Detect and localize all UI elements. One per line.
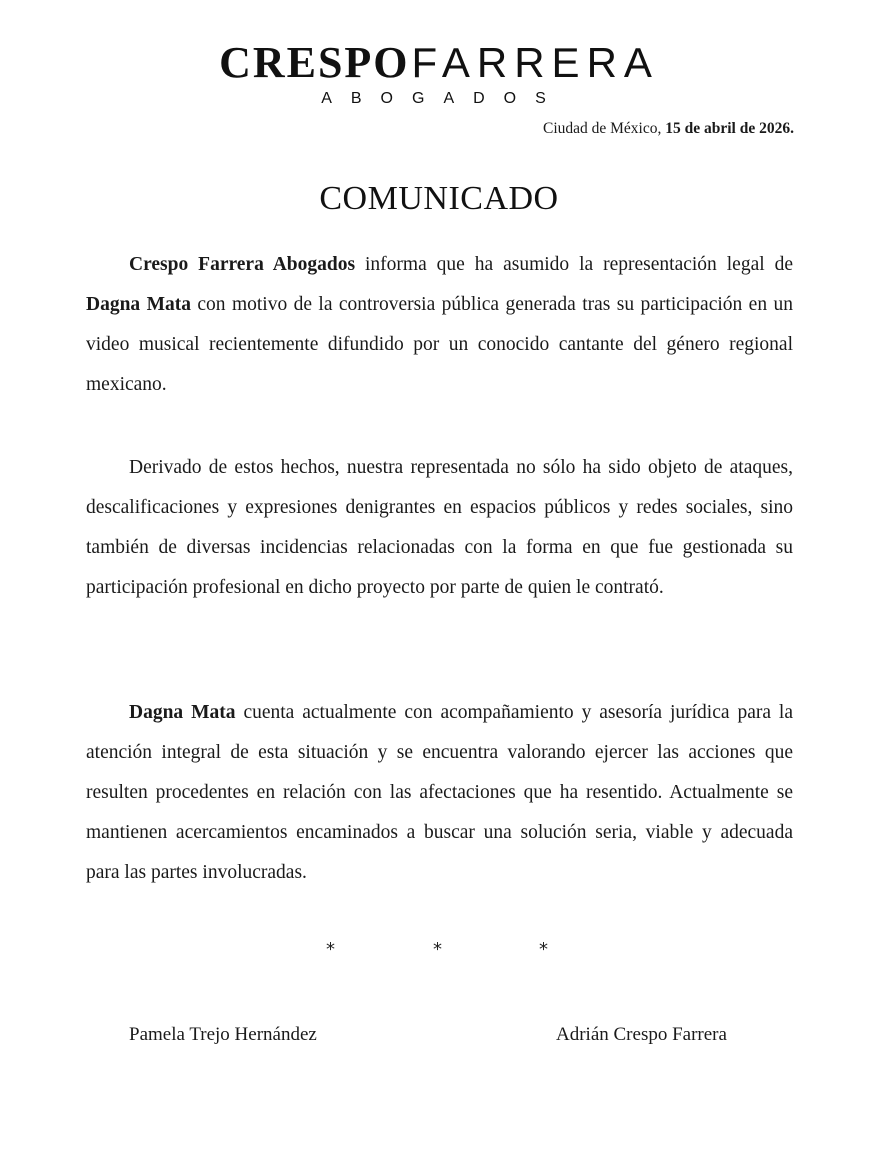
- bold-client-name: Dagna Mata: [129, 702, 236, 723]
- asterisk-icon: *: [539, 939, 548, 960]
- dateline-date: 15 de abril de 2026.: [665, 120, 794, 137]
- paragraph-2: [86, 448, 793, 608]
- paragraph-text: cuenta actualmente con acompañamiento y asesoría jurídica para la atención integral de esta situación y se encuentra valorando ejercer las acciones que resulten procedentes en relación con las afectaciones que ha resentido. Actualmente se mantienen acercamientos encaminados a buscar una solución seria, viable y adecuada para las partes involucradas.: [86, 702, 794, 883]
- logo-subtitle: ABOGADOS: [321, 90, 565, 107]
- logo-farrera: FARRERA: [411, 39, 659, 86]
- paragraph-1: [86, 245, 793, 405]
- asterisk-icon: *: [326, 939, 335, 960]
- paragraph-text: Derivado de estos hechos, nuestra representada no sólo ha sido objeto de ataques, descalificaciones y expresiones denigrantes en espacios públicos y redes sociales, sino también de diversas incidencias relacionadas con la forma en que fue gestionada su participación profesional en dicho proyecto por parte de quien le contrató.: [86, 457, 793, 598]
- signatory-left: Pamela Trejo Hernández: [129, 1024, 317, 1045]
- document-title: COMUNICADO: [319, 180, 559, 217]
- bold-client-name: Dagna Mata: [86, 294, 191, 315]
- dateline-place: Ciudad de México,: [542, 120, 666, 137]
- firm-logo: [0, 38, 878, 88]
- dateline: [543, 120, 794, 138]
- bold-firm-name: Crespo Farrera Abogados: [129, 254, 356, 275]
- section-separator: [0, 940, 878, 960]
- paragraph-3: [86, 693, 793, 893]
- paragraph-text: informa que ha asumido la representación legal de: [355, 254, 793, 275]
- asterisk-icon: *: [433, 939, 442, 960]
- signatory-right: Adrián Crespo Farrera: [556, 1024, 727, 1045]
- logo-crespo: CRESPO: [219, 38, 410, 87]
- paragraph-text: con motivo de la controversia pública generada tras su participación en un video musical recientemente difundido por un conocido cantante del género regional mexicano.: [86, 294, 793, 395]
